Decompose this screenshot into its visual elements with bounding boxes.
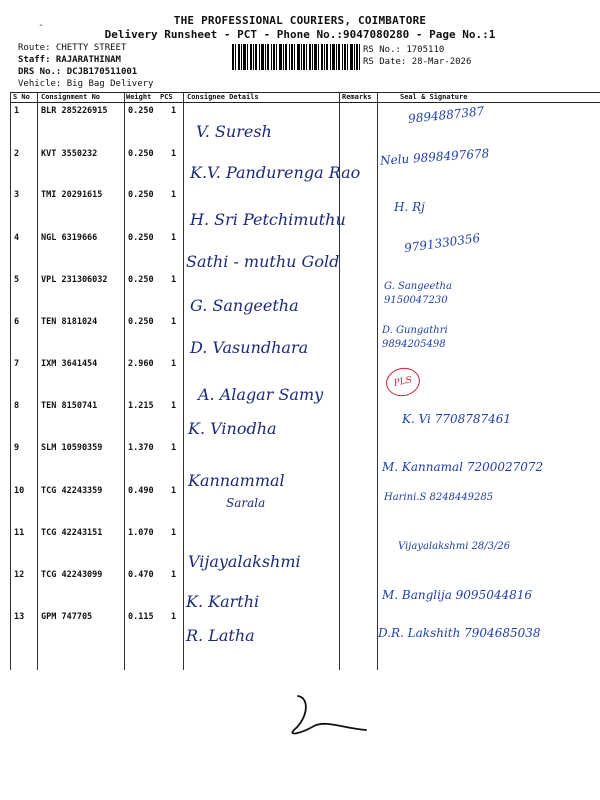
row-9-sno: 9 xyxy=(14,443,20,453)
seal-signature-2: Nelu 9898497678 xyxy=(379,146,490,168)
row-3-pcs: 1 xyxy=(171,190,177,200)
seal-signature-8: K. Vi 7708787461 xyxy=(402,412,512,426)
document-title: THE PROFESSIONAL COURIERS, COIMBATORE xyxy=(173,14,427,27)
column-header-weight: Weight xyxy=(126,93,152,101)
row-13-pcs: 1 xyxy=(171,612,177,622)
column-header-seal: Seal & Signature xyxy=(400,93,468,101)
row-9-weight: 1.370 xyxy=(128,443,154,453)
rs-date-field: RS Date: 28-Mar-2026 xyxy=(363,57,472,67)
seal-signature-1: 9894887387 xyxy=(407,104,485,126)
row-7-pcs: 1 xyxy=(171,359,177,369)
corner-dash-mark: - xyxy=(38,20,45,31)
row-5-consignment: VPL 231306032 xyxy=(41,275,108,285)
seal-signature-3: H. Rj xyxy=(394,200,425,214)
consignee-signature-4: Sathi - muthu Gold xyxy=(186,252,340,271)
row-6-pcs: 1 xyxy=(171,317,177,327)
barcode-icon xyxy=(232,44,360,70)
consignee-signature-7: A. Alagar Samy xyxy=(198,385,324,404)
table-header-border xyxy=(10,102,600,103)
consignee-signature-2: K.V. Pandurenga Rao xyxy=(190,163,361,182)
row-12-pcs: 1 xyxy=(171,570,177,580)
row-8-sno: 8 xyxy=(14,401,20,411)
signature-scribble-icon xyxy=(280,688,370,748)
row-2-weight: 0.250 xyxy=(128,149,154,159)
column-header-consignee: Consignee Details xyxy=(187,93,259,101)
consignee-signature-3: H. Sri Petchimuthu xyxy=(190,210,346,229)
seal-signature-9: M. Kannamal 7200027072 xyxy=(382,460,544,474)
row-12-sno: 12 xyxy=(14,570,25,580)
column-header-remarks: Remarks xyxy=(342,93,372,101)
column-divider xyxy=(10,92,11,670)
row-13-consignment: GPM 747705 xyxy=(41,612,93,622)
row-4-consignment: NGL 6319666 xyxy=(41,233,98,243)
row-8-pcs: 1 xyxy=(171,401,177,411)
consignee-signature-9: Kannammal xyxy=(188,471,285,490)
seal-signature-4: 9791330356 xyxy=(403,230,481,256)
consignee-signature-12: K. Karthi xyxy=(186,592,260,611)
row-7-weight: 2.960 xyxy=(128,359,154,369)
row-10-sno: 10 xyxy=(14,486,25,496)
row-7-consignment: IXM 3641454 xyxy=(41,359,98,369)
row-6-sno: 6 xyxy=(14,317,20,327)
runsheet-info-left xyxy=(18,42,153,90)
row-3-consignment: TMI 20291615 xyxy=(41,190,103,200)
row-2-sno: 2 xyxy=(14,149,20,159)
row-11-consignment: TCG 42243151 xyxy=(41,528,103,538)
row-9-pcs: 1 xyxy=(171,443,177,453)
row-5-weight: 0.250 xyxy=(128,275,154,285)
staff-field: Staff: RAJARATHINAM xyxy=(18,55,121,65)
row-3-sno: 3 xyxy=(14,190,20,200)
consignee-signature-5: G. Sangeetha xyxy=(190,296,299,315)
rs-number-field: RS No.: 1705110 xyxy=(363,45,445,55)
row-9-consignment: SLM 10590359 xyxy=(41,443,103,453)
row-5-pcs: 1 xyxy=(171,275,177,285)
consignee-signature-8: K. Vinodha xyxy=(188,419,277,438)
column-header-pcs: PCS xyxy=(160,93,173,101)
row-10-consignment: TCG 42243359 xyxy=(41,486,103,496)
column-divider xyxy=(183,92,184,670)
document-subtitle: Delivery Runsheet - PCT - Phone No.:9047080280 - Page No.:1 xyxy=(104,28,496,41)
row-11-pcs: 1 xyxy=(171,528,177,538)
row-4-weight: 0.250 xyxy=(128,233,154,243)
seal-signature-11: Vijayalakshmi 28/3/26 xyxy=(398,541,511,552)
row-1-weight: 0.250 xyxy=(128,106,154,116)
drs-field: DRS No.: DCJB170511001 xyxy=(18,67,138,77)
row-12-consignment: TCG 42243099 xyxy=(41,570,103,580)
row-1-pcs: 1 xyxy=(171,106,177,116)
column-divider xyxy=(37,92,38,670)
consignee-signature-11: Vijayalakshmi xyxy=(188,552,301,571)
row-11-sno: 11 xyxy=(14,528,25,538)
seal-signature-12: M. Banglija 9095044816 xyxy=(382,588,533,602)
row-1-consignment: BLR 285226915 xyxy=(41,106,108,116)
consignee-signature-10: Sarala xyxy=(226,496,266,510)
row-2-pcs: 1 xyxy=(171,149,177,159)
seal-signature-10: Harini.S 8248449285 xyxy=(384,492,494,503)
vehicle-field: Vehicle: Big Bag Delivery xyxy=(18,79,154,89)
row-5-sno: 5 xyxy=(14,275,20,285)
row-8-weight: 1.215 xyxy=(128,401,154,411)
seal-signature-13: D.R. Lakshith 7904685038 xyxy=(378,626,541,640)
row-6-weight: 0.250 xyxy=(128,317,154,327)
row-13-weight: 0.115 xyxy=(128,612,154,622)
row-6-consignment: TEN 8181024 xyxy=(41,317,98,327)
seal-signature-6: D. Gungathri 9894205498 xyxy=(382,325,448,350)
column-divider xyxy=(377,92,378,670)
runsheet-info-right xyxy=(363,44,471,68)
row-10-pcs: 1 xyxy=(171,486,177,496)
consignee-signature-13: R. Latha xyxy=(186,626,255,645)
consignee-signature-6: D. Vasundhara xyxy=(190,338,309,357)
row-2-consignment: KVT 3550232 xyxy=(41,149,98,159)
consignee-signature-1: V. Suresh xyxy=(196,122,272,141)
row-7-sno: 7 xyxy=(14,359,20,369)
column-header-consignment: Consignment No xyxy=(41,93,101,101)
row-10-weight: 0.490 xyxy=(128,486,154,496)
row-4-pcs: 1 xyxy=(171,233,177,243)
seal-signature-5: G. Sangeetha 9150047230 xyxy=(384,281,452,306)
row-12-weight: 0.470 xyxy=(128,570,154,580)
row-11-weight: 1.070 xyxy=(128,528,154,538)
column-divider xyxy=(124,92,125,670)
row-13-sno: 13 xyxy=(14,612,25,622)
route-field: Route: CHETTY STREET xyxy=(18,43,127,53)
row-8-consignment: TEN 8150741 xyxy=(41,401,98,411)
receiver-stamp: PLS xyxy=(383,365,422,399)
row-4-sno: 4 xyxy=(14,233,20,243)
row-1-sno: 1 xyxy=(14,106,20,116)
column-header-sno: S No xyxy=(13,93,30,101)
row-3-weight: 0.250 xyxy=(128,190,154,200)
